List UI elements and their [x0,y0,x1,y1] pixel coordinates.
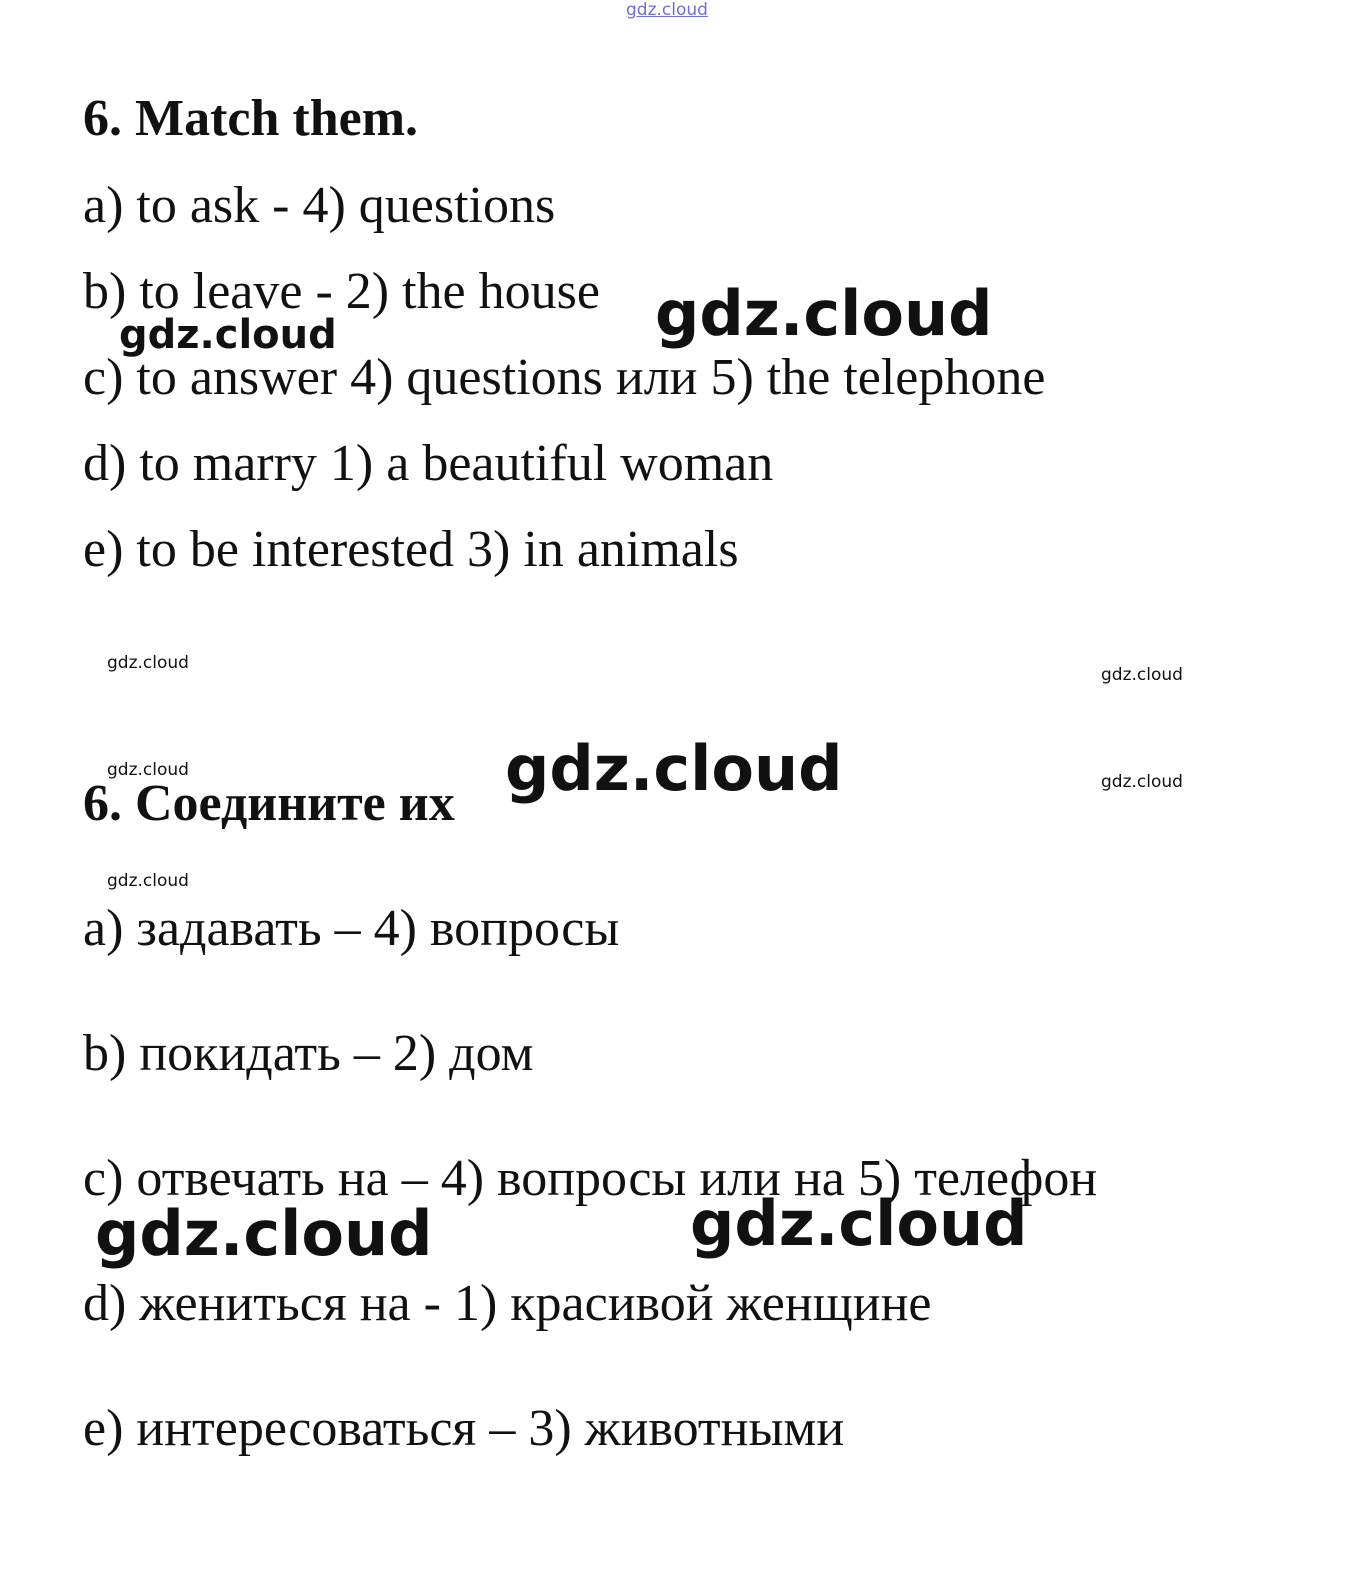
russian-item-d: d) жениться на - 1) красивой женщине [83,1275,932,1332]
watermark-small: gdz.cloud [1101,665,1183,685]
russian-item-a: a) задавать – 4) вопросы [83,900,620,957]
russian-item-b: b) покидать – 2) дом [83,1025,534,1082]
watermark-large: gdz.cloud [505,732,843,805]
watermark-small: gdz.cloud [1101,772,1183,792]
english-item-d: d) to marry 1) a beautiful woman [83,435,774,492]
watermark-medium: gdz.cloud [119,312,337,358]
watermark-large: gdz.cloud [95,1197,433,1270]
english-item-a: a) to ask - 4) questions [83,177,556,234]
english-item-e: e) to be interested 3) in animals [83,521,739,578]
watermark-small: gdz.cloud [107,760,189,780]
watermark-large: gdz.cloud [690,1187,1028,1260]
watermark-small: gdz.cloud [107,871,189,891]
english-section-title: 6. Match them. [83,90,419,147]
watermark-large: gdz.cloud [655,277,993,350]
english-item-c: c) to answer 4) questions или 5) the telephone [83,349,1046,406]
top-watermark-link[interactable]: gdz.cloud [626,0,708,20]
russian-section-title: 6. Соедините их [83,775,455,832]
russian-item-e: e) интересоваться – 3) животными [83,1400,845,1457]
watermark-small: gdz.cloud [107,653,189,673]
russian-item-c: c) отвечать на – 4) вопросы или на 5) телефон [83,1150,1098,1207]
english-item-b: b) to leave - 2) the house [83,263,600,320]
